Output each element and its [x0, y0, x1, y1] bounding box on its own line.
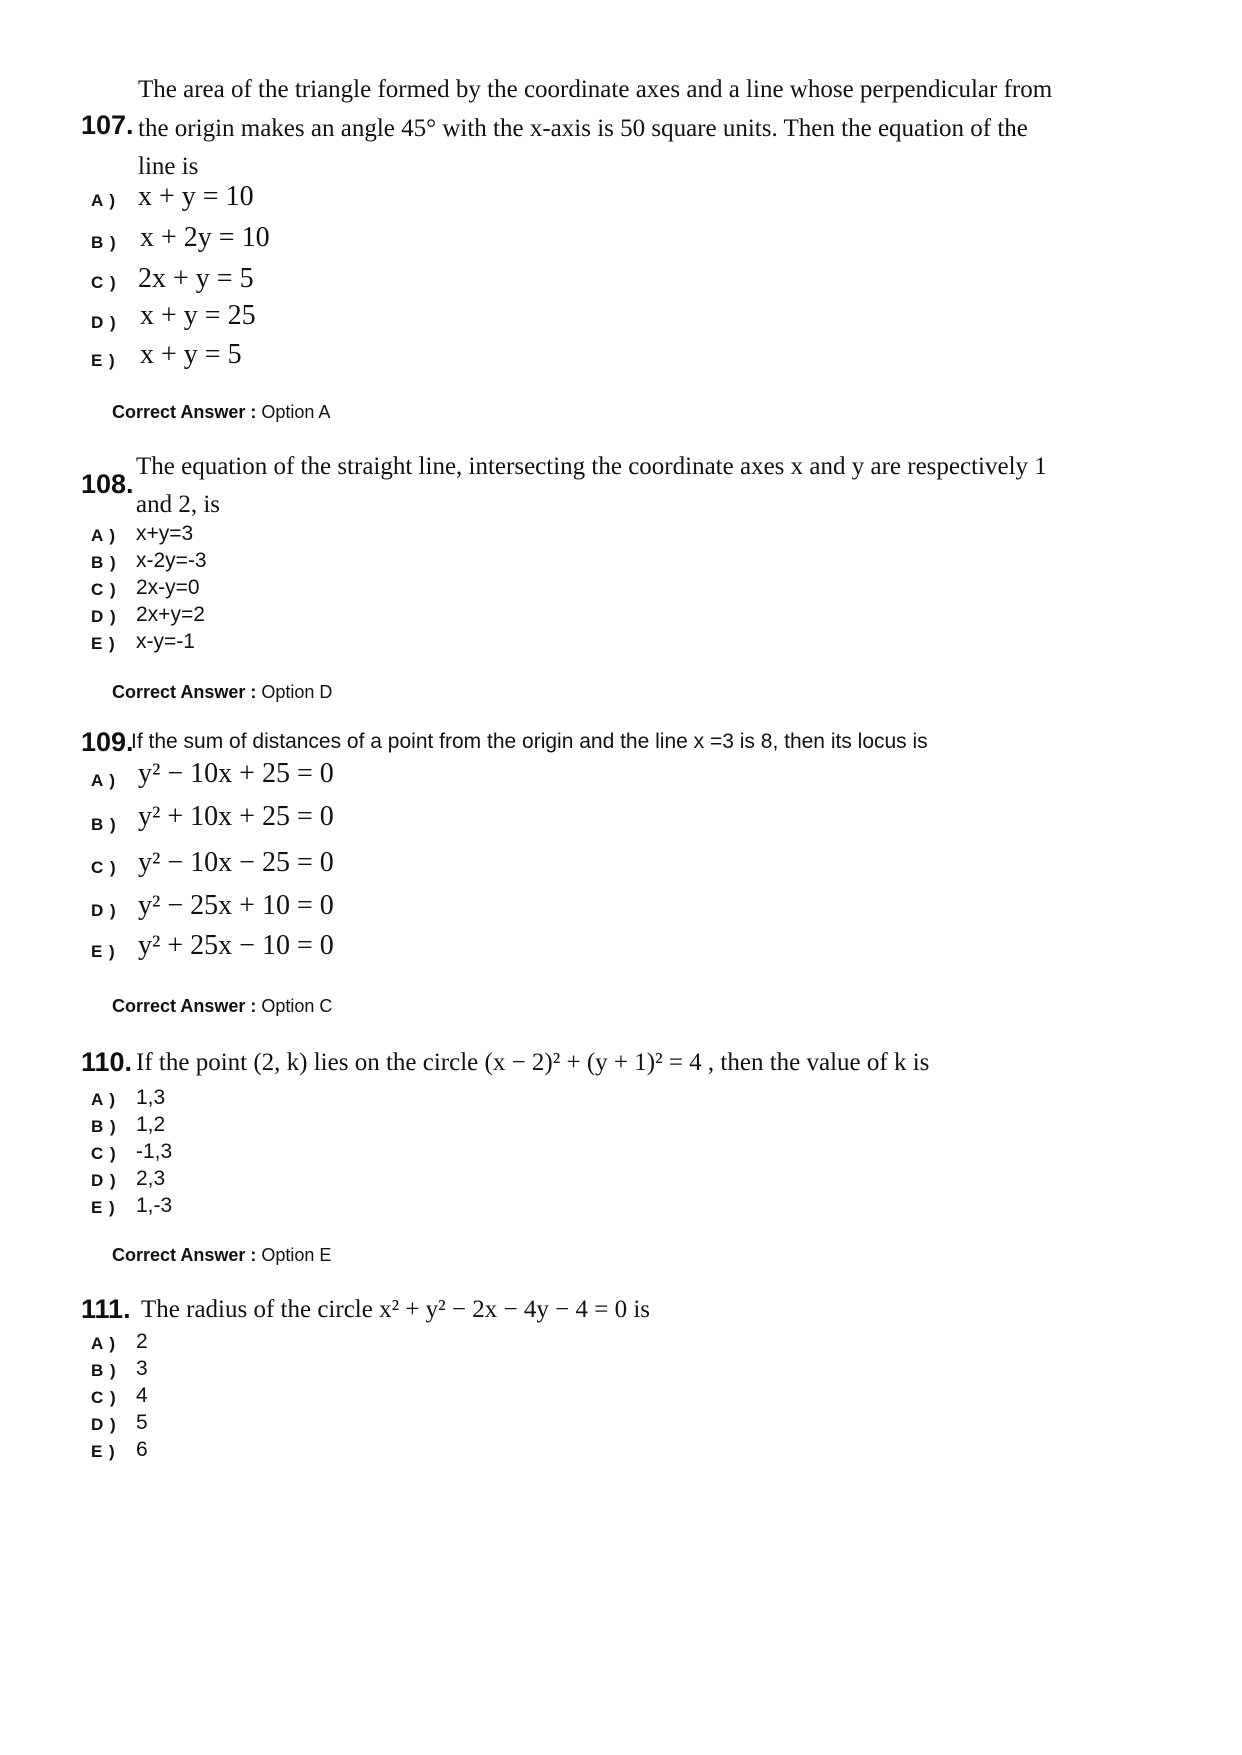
option-label: E ): [91, 942, 116, 961]
option-value: x + 2y = 10: [140, 222, 270, 253]
question-number: 109.: [81, 727, 134, 757]
option-value: y² − 10x − 25 = 0: [138, 847, 334, 878]
option-label: A ): [91, 1090, 117, 1109]
correct-answer: [112, 402, 330, 423]
option-value: y² + 25x − 10 = 0: [138, 930, 334, 961]
correct-answer: [112, 996, 332, 1017]
option-label: C ): [91, 580, 117, 599]
option-label: A ): [91, 526, 117, 545]
option-label: E ): [91, 634, 116, 653]
question-number: 110.: [81, 1047, 133, 1077]
option-label: E ): [91, 351, 116, 370]
option-value: x+y=3: [136, 522, 194, 545]
option-value: -1,3: [136, 1140, 173, 1163]
option-value: 1,-3: [136, 1194, 173, 1217]
option-value: 6: [136, 1438, 148, 1461]
question-text-line: and 2, is: [136, 491, 221, 518]
option-label: B ): [91, 815, 117, 834]
option-value: x-y=-1: [136, 630, 195, 653]
option-label: B ): [91, 1361, 117, 1380]
option-label: D ): [91, 1171, 117, 1190]
question-text-line: the origin makes an angle 45° with the x-axis is 50 square units. Then the equation of the: [138, 115, 1028, 142]
option-label: D ): [91, 901, 117, 920]
option-label: B ): [91, 1117, 117, 1136]
option-label: D ): [91, 1415, 117, 1434]
option-label: B ): [91, 553, 117, 572]
option-value: 4: [136, 1384, 148, 1407]
option-value: 2,3: [136, 1167, 166, 1190]
correct-answer-label: Correct Answer :: [112, 1245, 257, 1265]
question-number: 108.: [81, 469, 134, 499]
question-text-line: The radius of the circle x² + y² − 2x − 4y − 4 = 0 is: [141, 1296, 650, 1323]
option-value: 2x+y=2: [136, 603, 205, 626]
option-value: x + y = 5: [140, 339, 242, 370]
option-label: C ): [91, 1144, 117, 1163]
correct-answer-label: Correct Answer :: [112, 402, 257, 422]
option-label: C ): [91, 1388, 117, 1407]
question-number: 107.: [81, 110, 134, 140]
option-label: A ): [91, 191, 117, 210]
question-text-line: The equation of the straight line, intersecting the coordinate axes x and y are respectively 1: [136, 453, 1047, 480]
question-text-line: The area of the triangle formed by the coordinate axes and a line whose perpendicular from: [138, 76, 1053, 103]
option-label: D ): [91, 313, 117, 332]
correct-answer-value: Option E: [261, 1245, 332, 1265]
correct-answer: [112, 1245, 331, 1266]
option-value: y² − 10x + 25 = 0: [138, 758, 334, 789]
option-value: 1,2: [136, 1113, 166, 1136]
question-text-line: If the point (2, k) lies on the circle (x − 2)² + (y + 1)² = 4 , then the value of k is: [136, 1049, 930, 1076]
option-label: D ): [91, 607, 117, 626]
option-value: 5: [136, 1411, 148, 1434]
option-value: 2x-y=0: [136, 576, 200, 599]
option-value: 2x + y = 5: [138, 263, 254, 294]
question-number: 111.: [81, 1294, 131, 1324]
option-label: C ): [91, 858, 117, 877]
correct-answer-value: Option D: [261, 682, 333, 702]
option-value: 1,3: [136, 1086, 166, 1109]
question-text-line: If the sum of distances of a point from the origin and the line x =3 is 8, then its locus is: [131, 730, 928, 753]
option-value: x + y = 10: [138, 181, 254, 212]
option-value: 2: [136, 1330, 148, 1353]
option-label: A ): [91, 771, 117, 790]
correct-answer: [112, 682, 332, 703]
correct-answer-label: Correct Answer :: [112, 682, 257, 702]
option-value: x-2y=-3: [136, 549, 207, 572]
option-value: 3: [136, 1357, 148, 1380]
option-value: y² + 10x + 25 = 0: [138, 801, 334, 832]
correct-answer-value: Option C: [261, 996, 333, 1016]
correct-answer-label: Correct Answer :: [112, 996, 257, 1016]
option-label: C ): [91, 273, 117, 292]
question-text-line: line is: [138, 153, 199, 180]
option-label: B ): [91, 233, 117, 252]
option-value: x + y = 25: [140, 300, 256, 331]
option-label: A ): [91, 1334, 117, 1353]
correct-answer-value: Option A: [261, 402, 331, 422]
option-label: E ): [91, 1198, 116, 1217]
option-value: y² − 25x + 10 = 0: [138, 890, 334, 921]
option-label: E ): [91, 1442, 116, 1461]
